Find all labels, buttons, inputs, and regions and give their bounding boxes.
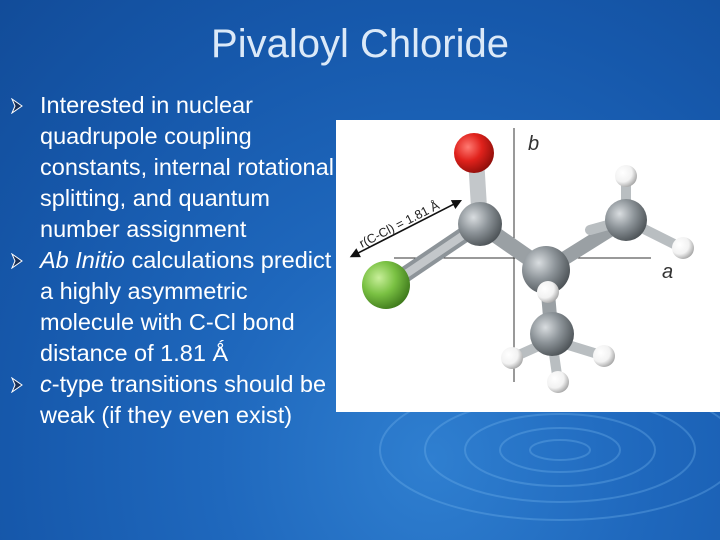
bullet-text: -type transitions should be weak (if they even exist)	[40, 371, 327, 428]
arrow-bullet-icon	[10, 98, 24, 114]
hydrogen-atom	[501, 347, 523, 369]
bullet-item	[10, 90, 335, 245]
arrow-bullet-icon	[10, 253, 24, 269]
bullet-italic-text: Ab Initio	[40, 247, 125, 273]
bond-distance-label: r(C-Cl) = 1.81 Å	[357, 198, 442, 251]
bullet-list	[10, 90, 335, 431]
hydrogen-atom	[672, 237, 694, 259]
carbon-atom	[605, 199, 647, 241]
hydrogen-atom	[547, 371, 569, 393]
bullet-text: calculations predict a highly asymmetric molecule with C-Cl bond distance of 1.81 Ǻ	[40, 247, 332, 366]
hydrogen-atom	[593, 345, 615, 367]
axis-a-label: a	[662, 261, 674, 283]
molecule-diagram	[336, 120, 720, 412]
carbon-atom	[530, 312, 574, 356]
carbon-atom	[458, 202, 502, 246]
bullet-item	[10, 369, 335, 431]
arrow-bullet-icon	[10, 377, 24, 393]
chlorine-atom	[362, 261, 410, 309]
axis-b-label: b	[528, 133, 540, 155]
slide-title: Pivaloyl Chloride	[211, 22, 509, 66]
bullet-item	[10, 245, 335, 369]
hydrogen-atom	[537, 281, 559, 303]
oxygen-atom	[454, 133, 494, 173]
molecule-figure	[336, 120, 720, 412]
hydrogen-atom	[615, 165, 637, 187]
bullet-text: Interested in nuclear quadrupole coupling constants, internal rotational splitting, and quantum number assignment	[40, 92, 334, 242]
bullet-italic-text: c	[40, 371, 52, 397]
